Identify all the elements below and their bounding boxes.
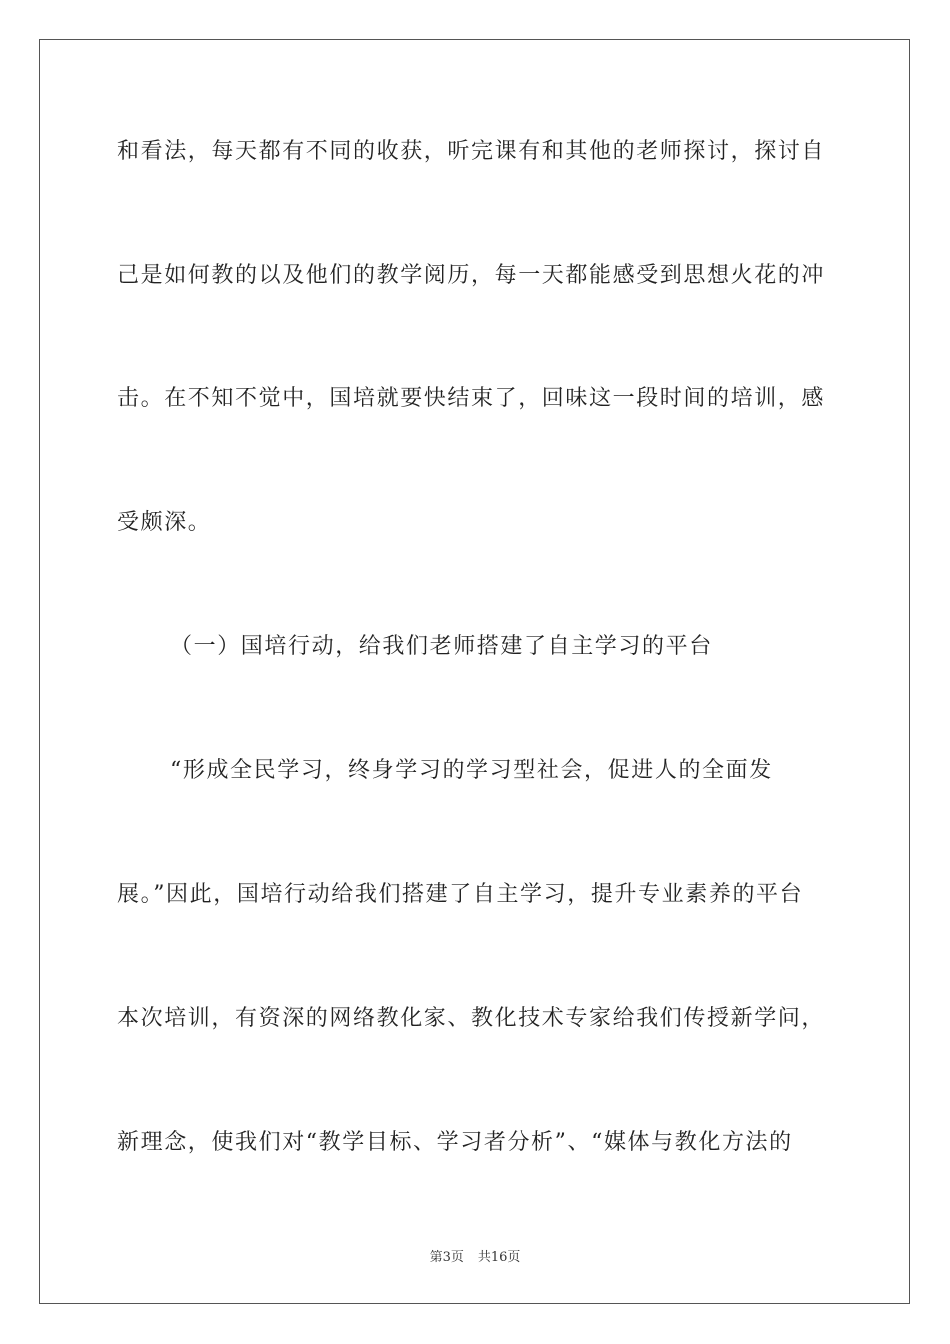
body-text-line: “形成全民学习，终身学习的学习型社会，促进人的全面发 xyxy=(170,758,773,783)
section-heading: （一）国培行动，给我们老师搭建了自主学习的平台 xyxy=(170,634,713,659)
total-pages: 共16页 xyxy=(477,1250,521,1265)
page-border xyxy=(39,39,910,1304)
body-text-line: 新理念，使我们对“教学目标、学习者分析”、“媒体与教化方法的 xyxy=(117,1130,793,1155)
body-text-line: 击。在不知不觉中，国培就要快结束了，回味这一段时间的培训，感 xyxy=(117,386,826,411)
body-text-line: 展。”因此，国培行动给我们搭建了自主学习，提升专业素养的平台 xyxy=(117,882,804,907)
page-number: 第3页 xyxy=(429,1250,464,1265)
body-text-line: 己是如何教的以及他们的教学阅历，每一天都能感受到思想火花的冲 xyxy=(117,263,826,288)
body-text-line: 本次培训，有资深的网络教化家、教化技术专家给我们传授新学问， xyxy=(117,1006,826,1031)
body-text-line: 受颇深。 xyxy=(117,510,212,535)
page-footer xyxy=(0,1246,950,1265)
body-text-line: 和看法，每天都有不同的收获，听完课有和其他的老师探讨，探讨自 xyxy=(117,139,826,164)
